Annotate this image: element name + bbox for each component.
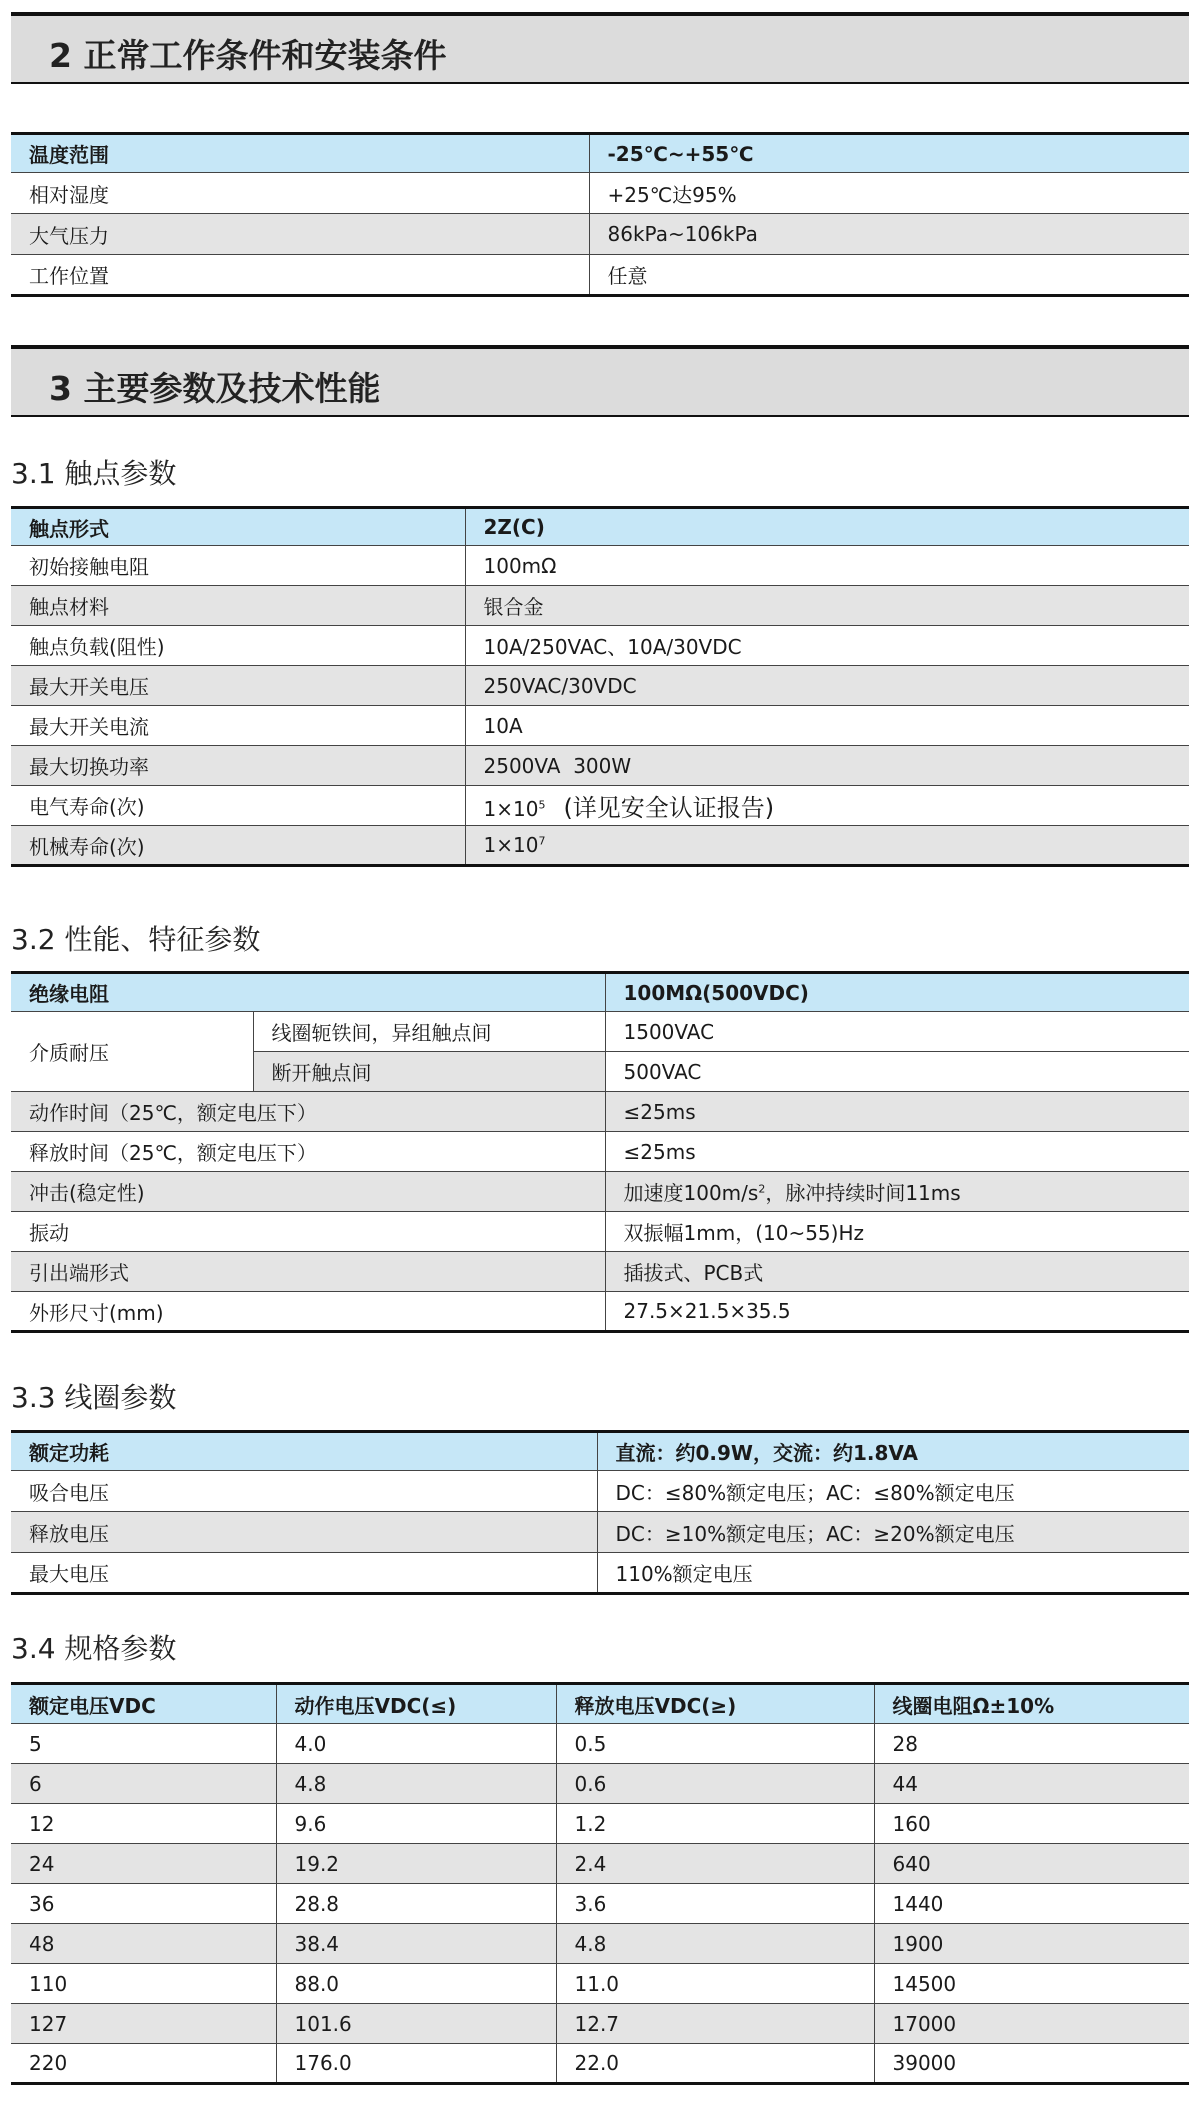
cell: 86kPa~106kPa [589, 214, 1189, 255]
cell: 500VAC [605, 1052, 1189, 1092]
cell: 24 [11, 1844, 276, 1884]
column-header: 释放电压VDC(≥) [556, 1684, 874, 1724]
cell-note: (详见安全认证报告) [563, 794, 775, 822]
table-row [11, 1804, 1189, 1844]
column-header: 动作电压VDC(≤) [276, 1684, 556, 1724]
coil-table [11, 1430, 1189, 1595]
conditions-table [11, 132, 1189, 297]
cell: 10A [465, 706, 1189, 746]
cell-text: 加速度100m/s [623, 1181, 759, 1205]
cell: 19.2 [276, 1844, 556, 1884]
cell: 0.5 [556, 1724, 874, 1764]
cell: 动作时间（25℃，额定电压下） [11, 1092, 605, 1132]
table-row [11, 546, 1189, 586]
cell: ≤25ms [605, 1132, 1189, 1172]
cell-text: ，脉冲持续时间11ms [765, 1181, 961, 1205]
superscript: 5 [538, 798, 546, 812]
cell: 4.8 [556, 1924, 874, 1964]
table-row [11, 706, 1189, 746]
cell: 100mΩ [465, 546, 1189, 586]
cell: 相对湿度 [11, 173, 589, 214]
subtitle-3-3: 3.3 线圈参数 [11, 1381, 177, 1414]
cell: ≤25ms [605, 1092, 1189, 1132]
cell: 2500VA 300W [465, 746, 1189, 786]
table-row [11, 626, 1189, 666]
cell: 插拔式、PCB式 [605, 1252, 1189, 1292]
cell: 1.2 [556, 1804, 874, 1844]
table-row [11, 1292, 1189, 1332]
table-row [11, 586, 1189, 626]
table-row [11, 973, 1189, 1012]
cell: 6 [11, 1764, 276, 1804]
section-2-title: 2 正常工作条件和安装条件 [49, 36, 447, 75]
cell: 1900 [874, 1924, 1189, 1964]
cell: 触点材料 [11, 586, 465, 626]
cell: 88.0 [276, 1964, 556, 2004]
section-3-title: 3 主要参数及技术性能 [49, 369, 381, 408]
cell: 振动 [11, 1212, 605, 1252]
cell: 触点负载(阻性) [11, 626, 465, 666]
cell: 0.6 [556, 1764, 874, 1804]
cell: -25℃~+55℃ [589, 134, 1189, 173]
cell: 2.4 [556, 1844, 874, 1884]
cell: 任意 [589, 255, 1189, 296]
cell: 线圈轭铁间，异组触点间 [253, 1012, 605, 1052]
cell: 27.5×21.5×35.5 [605, 1292, 1189, 1332]
cell: 释放时间（25℃，额定电压下） [11, 1132, 605, 1172]
cell: 吸合电压 [11, 1471, 597, 1512]
table-row [11, 1432, 1189, 1471]
cell: 电气寿命(次) [11, 786, 465, 826]
table-row [11, 1212, 1189, 1252]
table-row [11, 255, 1189, 296]
table-row [11, 1012, 1189, 1052]
table-row [11, 1684, 1189, 1724]
table-row [11, 1964, 1189, 2004]
cell: 5 [11, 1724, 276, 1764]
cell [465, 826, 1189, 866]
table-row [11, 826, 1189, 866]
cell: 101.6 [276, 2004, 556, 2044]
table-row [11, 1132, 1189, 1172]
table-row [11, 1553, 1189, 1594]
superscript: 2 [758, 1182, 766, 1196]
contact-table [11, 506, 1189, 867]
cell: 640 [874, 1844, 1189, 1884]
cell: 工作位置 [11, 255, 589, 296]
cell: 冲击(稳定性) [11, 1172, 605, 1212]
cell: 12.7 [556, 2004, 874, 2044]
cell: 触点形式 [11, 508, 465, 546]
cell: 绝缘电阻 [11, 973, 605, 1012]
cell: 100MΩ(500VDC) [605, 973, 1189, 1012]
cell: 10A/250VAC、10A/30VDC [465, 626, 1189, 666]
cell: 最大切换功率 [11, 746, 465, 786]
table-row [11, 786, 1189, 826]
table-row [11, 1724, 1189, 1764]
table-row [11, 173, 1189, 214]
cell: 初始接触电阻 [11, 546, 465, 586]
spec-table [11, 1682, 1189, 2085]
cell: 127 [11, 2004, 276, 2044]
table-row [11, 1512, 1189, 1553]
cell: 28.8 [276, 1884, 556, 1924]
cell: 双振幅1mm，(10~55)Hz [605, 1212, 1189, 1252]
cell: 释放电压 [11, 1512, 597, 1553]
cell: 38.4 [276, 1924, 556, 1964]
cell: 110%额定电压 [597, 1553, 1189, 1594]
table-row [11, 214, 1189, 255]
cell: 最大开关电压 [11, 666, 465, 706]
cell: 110 [11, 1964, 276, 2004]
section-3-header [11, 345, 1189, 417]
cell: DC：≤80%额定电压；AC：≤80%额定电压 [597, 1471, 1189, 1512]
cell: 39000 [874, 2044, 1189, 2084]
cell: 断开触点间 [253, 1052, 605, 1092]
cell: 2Z(C) [465, 508, 1189, 546]
cell: 17000 [874, 2004, 1189, 2044]
cell: 3.6 [556, 1884, 874, 1924]
cell: 引出端形式 [11, 1252, 605, 1292]
cell: 48 [11, 1924, 276, 1964]
cell: 12 [11, 1804, 276, 1844]
table-row [11, 134, 1189, 173]
cell: 1440 [874, 1884, 1189, 1924]
table-row [11, 1252, 1189, 1292]
column-header: 线圈电阻Ω±10% [874, 1684, 1189, 1724]
cell: 160 [874, 1804, 1189, 1844]
cell: 机械寿命(次) [11, 826, 465, 866]
cell: 最大开关电流 [11, 706, 465, 746]
table-row [11, 746, 1189, 786]
cell: 银合金 [465, 586, 1189, 626]
cell: 28 [874, 1724, 1189, 1764]
table-row [11, 508, 1189, 546]
cell: 大气压力 [11, 214, 589, 255]
cell: 11.0 [556, 1964, 874, 2004]
cell: 最大电压 [11, 1553, 597, 1594]
cell: 4.0 [276, 1724, 556, 1764]
cell: 250VAC/30VDC [465, 666, 1189, 706]
cell: 36 [11, 1884, 276, 1924]
column-header: 额定电压VDC [11, 1684, 276, 1724]
cell: 温度范围 [11, 134, 589, 173]
subtitle-3-4: 3.4 规格参数 [11, 1632, 177, 1665]
cell [465, 786, 1189, 826]
cell: +25℃达95% [589, 173, 1189, 214]
cell: 4.8 [276, 1764, 556, 1804]
table-row [11, 1924, 1189, 1964]
cell [605, 1172, 1189, 1212]
table-row [11, 666, 1189, 706]
table-row [11, 1764, 1189, 1804]
superscript: 7 [538, 834, 546, 848]
table-row [11, 1092, 1189, 1132]
cell: 1500VAC [605, 1012, 1189, 1052]
subtitle-3-2: 3.2 性能、特征参数 [11, 923, 261, 956]
subtitle-3-1: 3.1 触点参数 [11, 457, 177, 490]
performance-table [11, 971, 1189, 1333]
cell: 220 [11, 2044, 276, 2084]
cell: 介质耐压 [11, 1012, 253, 1092]
table-row [11, 1884, 1189, 1924]
cell: 9.6 [276, 1804, 556, 1844]
cell: 额定功耗 [11, 1432, 597, 1471]
table-row [11, 1172, 1189, 1212]
cell-text: 1×10 [483, 833, 539, 857]
cell: 14500 [874, 1964, 1189, 2004]
cell-text: 1×10 [483, 797, 539, 821]
cell: DC：≥10%额定电压；AC：≥20%额定电压 [597, 1512, 1189, 1553]
cell: 44 [874, 1764, 1189, 1804]
cell: 22.0 [556, 2044, 874, 2084]
cell: 外形尺寸(mm) [11, 1292, 605, 1332]
table-row [11, 1844, 1189, 1884]
table-row [11, 1471, 1189, 1512]
cell: 直流：约0.9W，交流：约1.8VA [597, 1432, 1189, 1471]
table-row [11, 2004, 1189, 2044]
section-2-header [11, 12, 1189, 84]
table-row [11, 2044, 1189, 2084]
cell: 176.0 [276, 2044, 556, 2084]
